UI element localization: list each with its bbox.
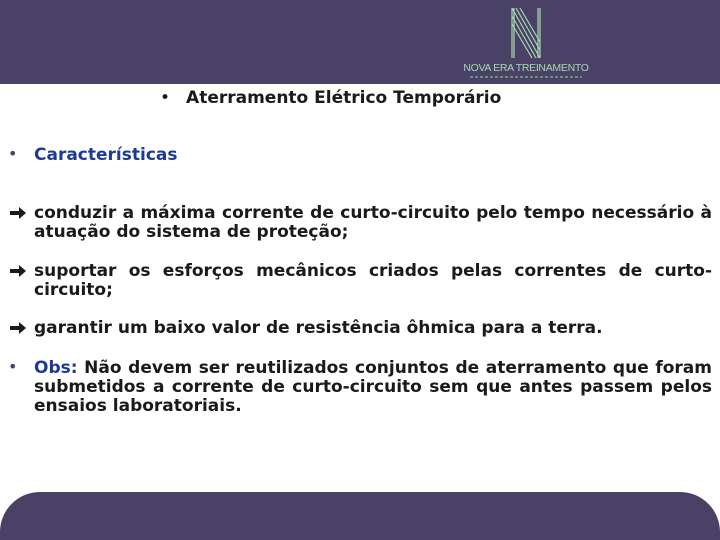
- list-item: [8, 204, 712, 242]
- footer-band: [0, 492, 720, 540]
- logo-n-mark-icon: [510, 6, 542, 60]
- arrow-right-icon: [8, 204, 28, 222]
- obs-note: [8, 359, 712, 416]
- section-heading: [8, 146, 712, 165]
- arrow-right-icon: [8, 262, 28, 280]
- title-text: Aterramento Elétrico Temporário: [186, 88, 502, 108]
- list-item: [8, 262, 712, 300]
- section-label: Características: [34, 145, 178, 165]
- title-bullet: •: [160, 88, 171, 108]
- header-band: [0, 0, 720, 84]
- logo-name: NOVA ERA TREINAMENTO: [463, 62, 589, 74]
- slide-title: [160, 88, 501, 108]
- obs-paragraph: [34, 359, 712, 416]
- obs-label: Obs:: [34, 358, 78, 378]
- section-bullet: •: [8, 144, 18, 163]
- list-item-text: conduzir a máxima corrente de curto-circuito pelo tempo necessário à atuação do sistema de proteção;: [34, 203, 712, 242]
- company-logo: [462, 2, 590, 82]
- obs-bullet: •: [8, 357, 18, 376]
- list-item: [8, 319, 712, 338]
- logo-tagline-decoration: [470, 76, 582, 78]
- arrow-right-icon: [8, 319, 28, 337]
- list-item-text: garantir um baixo valor de resistência ôhmica para a terra.: [34, 318, 603, 338]
- list-item-text: suportar os esforços mecânicos criados pelas correntes de curto-circuito;: [34, 261, 712, 300]
- obs-text: Não devem ser reutilizados conjuntos de aterramento que foram submetidos a corrente de curto-circuito sem que antes passem pelos ensaios laboratoriais.: [34, 358, 712, 416]
